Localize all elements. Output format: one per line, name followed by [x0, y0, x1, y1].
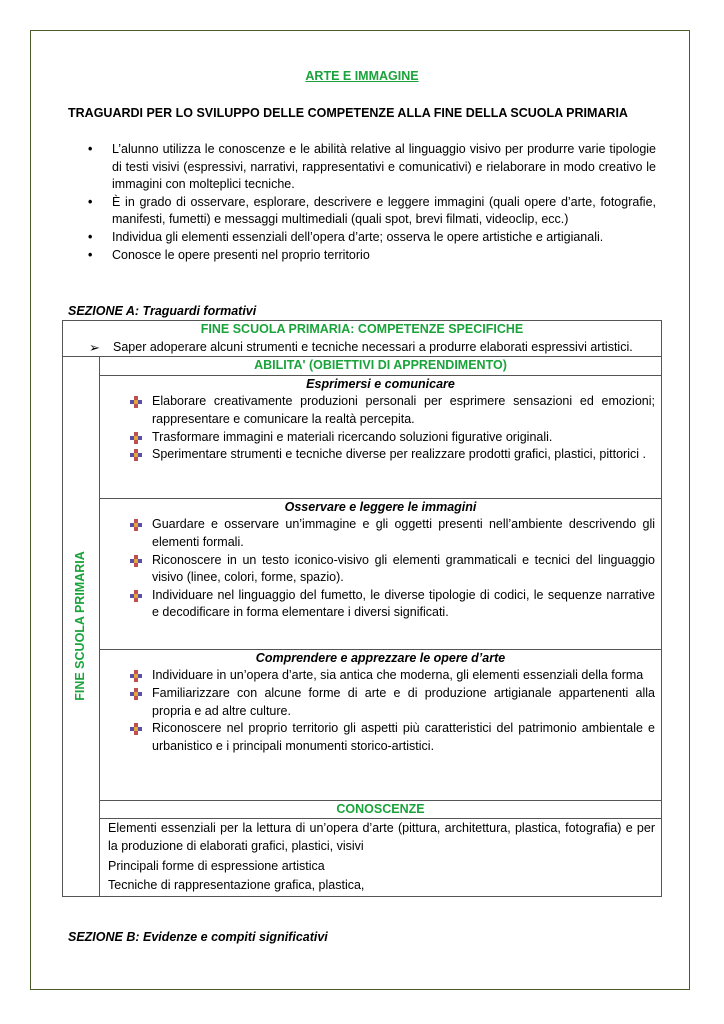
- pin-bullet-icon: [130, 688, 142, 700]
- list-item: Trasformare immagini e materiali ricercando soluzioni figurative originali.: [100, 429, 661, 447]
- list-item: Riconoscere in un testo iconico-visivo gli elementi grammaticali e tecnici del linguaggio visivo (linee, colori, forme, spazio).: [100, 552, 661, 587]
- side-label: FINE SCUOLA PRIMARIA: [73, 551, 88, 702]
- pin-bullet-icon: [130, 590, 142, 602]
- pin-bullet-icon: [130, 670, 142, 682]
- conoscenze-cell: [100, 800, 662, 896]
- pin-bullet-icon: [130, 449, 142, 461]
- group-cell: [100, 498, 662, 649]
- group-cell: [100, 375, 662, 498]
- group-title: Osservare e leggere le immagini: [284, 499, 477, 514]
- list-item: Riconoscere nel proprio territorio gli aspetti più caratteristici del patrimonio ambientale e urbanistico e i principali monumenti storico-artistici.: [100, 720, 661, 755]
- list-item: Sperimentare strumenti e tecniche diverse per realizzare prodotti grafici, plastici, pittorici .: [100, 446, 661, 464]
- conoscenze-header: CONOSCENZE: [100, 801, 661, 820]
- list-item: Individuare in un’opera d’arte, sia antica che moderna, gli elementi essenziali della forma: [100, 667, 661, 685]
- pin-bullet-icon: [130, 396, 142, 408]
- pin-bullet-icon: [130, 519, 142, 531]
- conoscenze-line: Principali forme di espressione artistica: [108, 858, 325, 873]
- traguardi-table: [62, 320, 662, 897]
- section-b-title: SEZIONE B: Evidenze e compiti significativi: [68, 930, 328, 944]
- abilita-header: ABILITA' (OBIETTIVI DI APPRENDIMENTO): [254, 358, 507, 373]
- list-item: • Conosce le opere presenti nel proprio territorio: [88, 247, 370, 262]
- list-item: Familiarizzare con alcune forme di arte e di produzione artigianale appartenenti alla propria e ad altre culture.: [100, 685, 661, 720]
- pin-bullet-icon: [130, 723, 142, 735]
- list-item: • Individua gli elementi essenziali dell’opera d’arte; osserva le opere artistiche e artigianali.: [88, 229, 604, 244]
- section-a-title: SEZIONE A: Traguardi formativi: [68, 304, 257, 318]
- list-item: Guardare e osservare un’immagine e gli oggetti presenti nell’ambiente descrivendo gli elementi formali.: [100, 516, 661, 551]
- document-subtitle: TRAGUARDI PER LO SVILUPPO DELLE COMPETENZE ALLA FINE DELLA SCUOLA PRIMARIA: [68, 106, 628, 120]
- arrow-bullet-icon: ➢: [89, 339, 100, 355]
- traguardi-list: [88, 141, 656, 264]
- group-title: Esprimersi e comunicare: [306, 376, 455, 391]
- side-label-cell: [63, 357, 100, 897]
- group-cell: [100, 649, 662, 800]
- pin-bullet-icon: [130, 555, 142, 567]
- competenze-cell: [63, 321, 662, 357]
- abilita-header-cell: [100, 357, 662, 376]
- list-item: Individuare nel linguaggio del fumetto, le diverse tipologie di codici, le sequenze narrative e decodificare in forma elementare i diversi significati.: [100, 587, 661, 622]
- competenze-text: Saper adoperare alcuni strumenti e tecniche necessari a produrre elaborati espressivi artistici.: [113, 339, 633, 354]
- competenze-header: FINE SCUOLA PRIMARIA: COMPETENZE SPECIFICHE: [200, 322, 524, 336]
- pin-bullet-icon: [130, 432, 142, 444]
- group-title: Comprendere e apprezzare le opere d’arte: [255, 650, 506, 665]
- conoscenze-line: Tecniche di rappresentazione grafica, plastica,: [108, 878, 365, 893]
- document-title: ARTE E IMMAGINE: [305, 69, 419, 83]
- conoscenze-line: Elementi essenziali per la lettura di un’opera d’arte (pittura, architettura, plastica, fotografia) e per la produzione di elaborati grafici, plastici, visivi: [108, 821, 655, 853]
- list-item: • È in grado di osservare, esplorare, descrivere e leggere immagini (quali opere d’arte, fotografie, manifesti, fumetti) e messaggi multimediali (quali spot, brevi filmati, videoclip, ecc.): [88, 194, 656, 227]
- list-item: • L’alunno utilizza le conoscenze e le abilità relative al linguaggio visivo per produrre varie tipologie di testi visivi (espressivi, narrativi, rappresentativi e comunicativi) e rielaborare in modo creativo le immagini con molteplici tecniche.: [88, 142, 656, 192]
- list-item: Elaborare creativamente produzioni personali per esprimere sensazioni ed emozioni; rappresentare e comunicare la realtà percepita.: [100, 393, 661, 428]
